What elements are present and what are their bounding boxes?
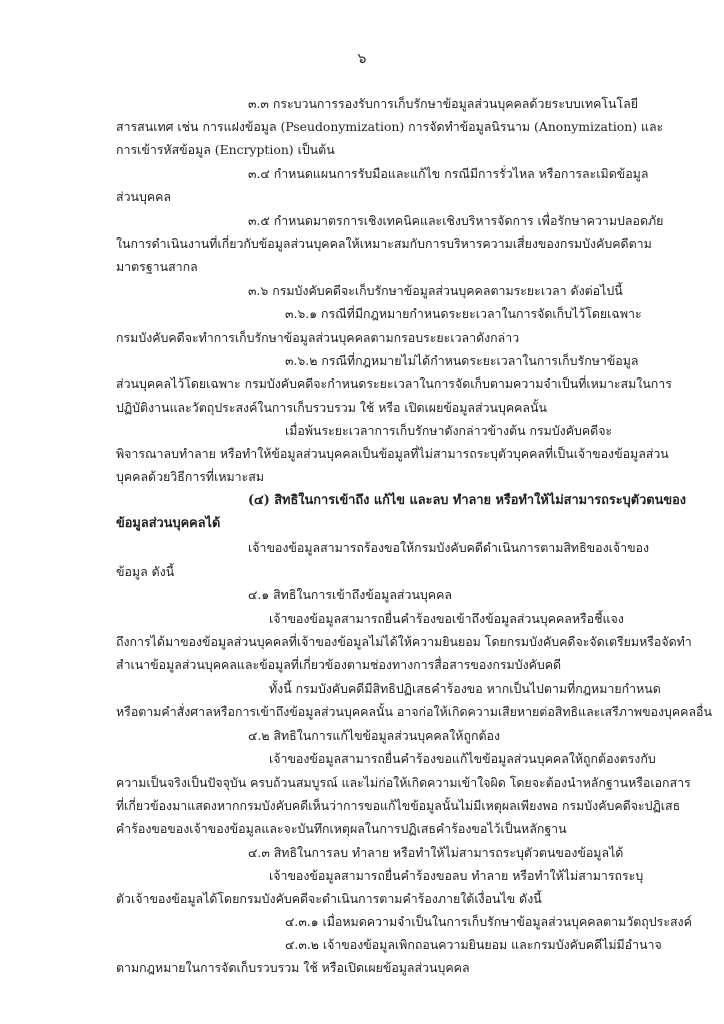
text-line: ความเป็นจริงเป็นปัจจุบัน ครบถ้วนสมบูรณ์ และไม่ก่อให้เกิดความเข้าใจผิด โดยจะต้องนำหลักฐานหรือเอกสาร — [116, 775, 691, 790]
text-line: ทั้งนี้ กรมบังคับคดีมีสิทธิปฏิเสธคำร้องขอ หากเป็นไปตามที่กฎหมายกำหนด — [269, 681, 661, 696]
text-line: ส่วนบุคคลไว้โดยเฉพาะ กรมบังคับคดีจะกำหนดระยะเวลาในการจัดเก็บตามความจำเป็นที่เหมาะสมในการ — [116, 376, 672, 391]
text-line: เจ้าของข้อมูลสามารถยื่นคำร้องขอลบ ทำลาย หรือทำให้ไม่สามารถระบุ — [269, 868, 644, 883]
text-line: การเข้ารหัสข้อมูล (Encryption) เป็นต้น — [116, 142, 335, 157]
page-number: ๖ — [357, 51, 367, 67]
text-line: ๔.๓.๒ เจ้าของข้อมูลเพิกถอนความยินยอม และกรมบังคับคดีไม่มีอำนาจ — [285, 937, 662, 952]
text-line: ที่เกี่ยวข้องมาแสดงหากกรมบังคับคดีเห็นว่าการขอแก้ไขข้อมูลนั้นไม่มีเหตุผลเพียงพอ กรมบังคับคดีจะปฏิเสธ — [116, 798, 681, 813]
text-line: เมื่อพ้นระยะเวลาการเก็บรักษาดังกล่าวข้างต้น กรมบังคับคดีจะ — [285, 423, 613, 438]
text-line: ส่วนบุคคล — [116, 189, 172, 204]
text-line: มาตรฐานสากล — [116, 259, 198, 274]
text-line: ถึงการได้มาของข้อมูลส่วนบุคคลที่เจ้าของข้อมูลไม่ได้ให้ความยินยอม โดยกรมบังคับคดีจะจัดเตรียมหรือจัดทำ — [116, 634, 692, 649]
text-line: สำเนาข้อมูลส่วนบุคคลและข้อมูลที่เกี่ยวข้องตามช่องทางการสื่อสารของกรมบังคับคดี — [116, 657, 562, 672]
text-line: ๔.๓.๑ เมื่อหมดความจำเป็นในการเก็บรักษาข้อมูลส่วนบุคคลตามวัตถุประสงค์ — [285, 914, 692, 929]
text-line: หรือตามคำสั่งศาลหรือการเข้าถึงข้อมูลส่วนบุคคลนั้น อาจก่อให้เกิดความเสียหายต่อสิทธิและเสรีภาพของบุคคลอื่น — [116, 704, 712, 719]
text-line: เจ้าของข้อมูลสามารถร้องขอให้กรมบังคับคดีดำเนินการตามสิทธิของเจ้าของ — [248, 540, 650, 555]
text-line: กรมบังคับคดีจะทำการเก็บรักษาข้อมูลส่วนบุคคลตามกรอบระยะเวลาดังกล่าว — [116, 330, 520, 345]
text-line: บุคคลด้วยวิธีการที่เหมาะสม — [116, 469, 265, 484]
text-line: คำร้องขอของเจ้าของข้อมูลและจะบันทึกเหตุผลในการปฏิเสธคำร้องขอไว้เป็นหลักฐาน — [116, 821, 567, 836]
text-line: เจ้าของข้อมูลสามารถยื่นคำร้องขอแก้ไขข้อมูลส่วนบุคคลให้ถูกต้องตรงกับ — [269, 751, 656, 766]
subsection-heading: ๔.๑ สิทธิในการเข้าถึงข้อมูลส่วนบุคคล — [248, 587, 452, 602]
text-line: ตามกฎหมายในการจัดเก็บรวบรวม ใช้ หรือเปิดเผยข้อมูลส่วนบุคคล — [116, 960, 470, 975]
text-line: สารสนเทศ เช่น การแฝงข้อมูล (Pseudonymization) การจัดทำข้อมูลนิรนาม (Anonymization) และ — [116, 119, 664, 134]
text-line: ข้อมูล ดังนี้ — [116, 564, 175, 579]
subsection-heading: ๔.๒ สิทธิในการแก้ไขข้อมูลส่วนบุคคลให้ถูกต้อง — [248, 728, 500, 743]
text-line: ๓.๖.๑ กรณีที่มีกฎหมายกำหนดระยะเวลาในการจัดเก็บไว้โดยเฉพาะ — [285, 306, 642, 321]
text-line: ๓.๓ กระบวนการรองรับการเก็บรักษาข้อมูลส่วนบุคคลด้วยระบบเทคโนโลยี — [248, 96, 639, 111]
text-line: ในการดำเนินงานที่เกี่ยวกับข้อมูลส่วนบุคคลให้เหมาะสมกับการบริหารความเสี่ยงของกรมบังคับคดีตาม — [116, 236, 652, 251]
text-line: เจ้าของข้อมูลสามารถยื่นคำร้องขอเข้าถึงข้อมูลส่วนบุคคลหรือชี้แจง — [269, 611, 624, 626]
text-line: ตัวเจ้าของข้อมูลได้โดยกรมบังคับคดีจะดำเนินการตามคำร้องภายใต้เงื่อนไข ดังนี้ — [116, 891, 542, 906]
text-line: ๓.๔ กำหนดแผนการรับมือและแก้ไข กรณีมีการรั่วไหล หรือการละเมิดข้อมูล — [248, 166, 649, 181]
text-line: พิจารณาลบทำลาย หรือทำให้ข้อมูลส่วนบุคคลเป็นข้อมูลที่ไม่สามารถระบุตัวบุคคลที่เป็นเจ้าของข้อมูลส่วน — [116, 446, 669, 461]
section-heading: (๔) สิทธิในการเข้าถึง แก้ไข และลบ ทำลาย หรือทำให้ไม่สามารถระบุตัวตนของ — [248, 493, 687, 508]
text-line: ๓.๕ กำหนดมาตรการเชิงเทคนิคและเชิงบริหารจัดการ เพื่อรักษาความปลอดภัย — [248, 213, 664, 228]
text-line: ๓.๖ กรมบังคับคดีจะเก็บรักษาข้อมูลส่วนบุคคลตามระยะเวลา ดังต่อไปนี้ — [248, 283, 623, 298]
section-heading: ข้อมูลส่วนบุคคลได้ — [116, 516, 221, 531]
subsection-heading: ๔.๓ สิทธิในการลบ ทำลาย หรือทำให้ไม่สามารถระบุตัวตนของข้อมูลได้ — [248, 845, 624, 860]
text-line: ปฏิบัติงานและวัตถุประสงค์ในการเก็บรวบรวม ใช้ หรือ เปิดเผยข้อมูลส่วนบุคคลนั้น — [116, 400, 547, 415]
text-line: ๓.๖.๒ กรณีที่กฎหมายไม่ได้กำหนดระยะเวลาในการเก็บรักษาข้อมูล — [285, 353, 639, 368]
